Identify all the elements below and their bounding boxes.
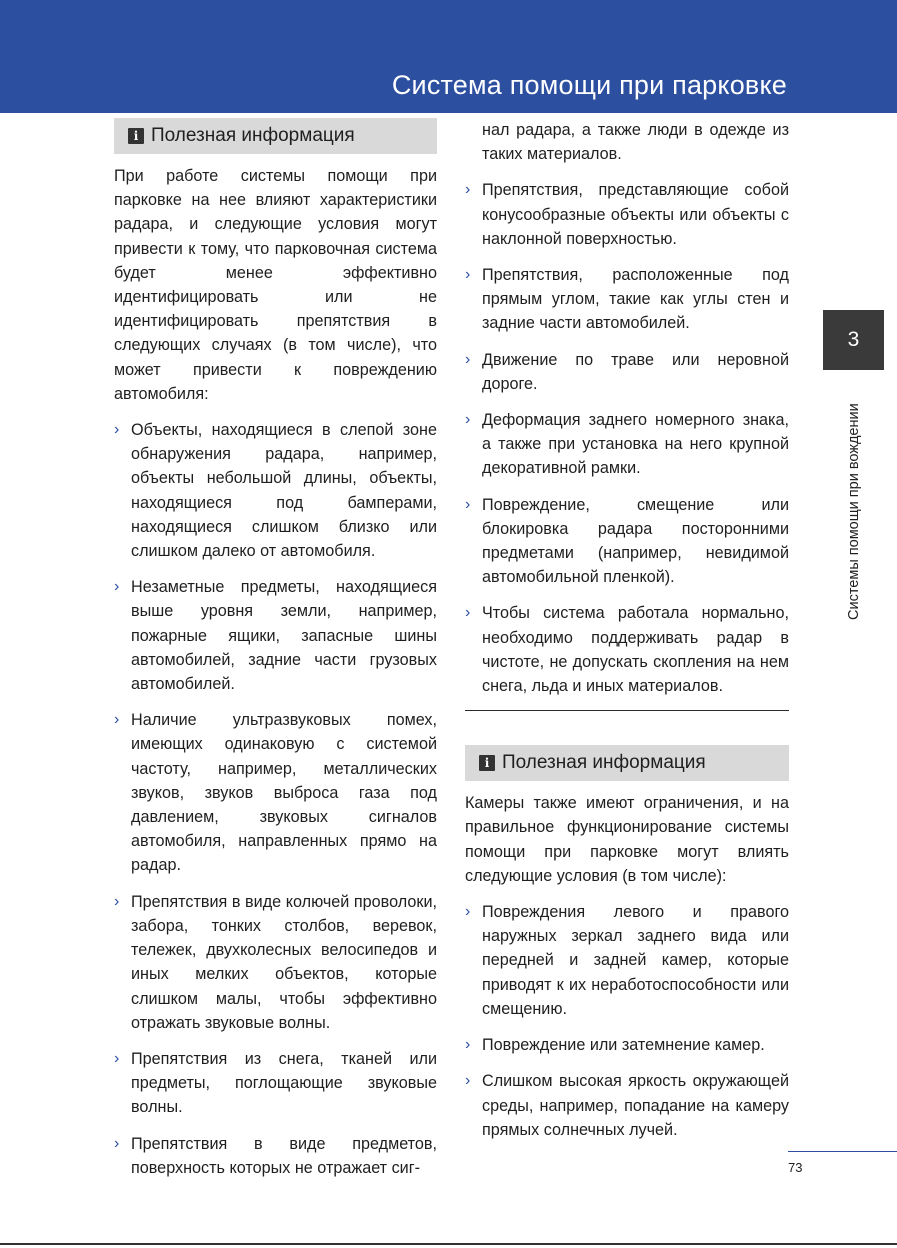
chevron-right-icon: › — [465, 1072, 471, 1090]
page-title: Система помощи при парковке — [391, 70, 787, 100]
list-item — [465, 348, 789, 396]
section-divider — [465, 710, 789, 711]
chevron-right-icon: › — [465, 1036, 471, 1054]
list-item-text: Препятствия, представляющие собой конусообразные объекты или объекты с наклонной поверхностью. — [482, 181, 789, 248]
list-item — [465, 601, 789, 698]
list-item-text: Незаметные предметы, находящиеся выше уровня земли, например, пожарные ящики, запасные шины автомобилей, задние части грузовых автомобилей. — [131, 578, 437, 694]
page-number: 73 — [788, 1160, 803, 1175]
bullet-list — [465, 900, 789, 1142]
info-intro-paragraph: При работе системы помощи при парковке на нее влияют характеристики радара, и следующие условия могут привести к тому, что парковочная система будет менее эффективно идентифицировать или не идентифицировать препятствия в следующих случаях (в том числе), что может привести к повреждению автомобиля: — [114, 167, 437, 403]
chapter-tab — [823, 310, 884, 370]
chevron-right-icon: › — [114, 892, 120, 910]
list-item-text: Чтобы система работала нормально, необходимо поддерживать радар в чистоте, не допускать скопления на нем снега, льда и иных материалов. — [482, 604, 789, 696]
right-column — [465, 118, 789, 1154]
list-item — [114, 418, 437, 563]
list-item-text: Препятствия в виде предметов, поверхность которых не отражает сиг- — [131, 1134, 437, 1177]
list-item-continuation — [465, 118, 789, 166]
chevron-right-icon: › — [465, 181, 471, 199]
list-item-text: Слишком высокая яркость окружающей среды, например, попадание на камеру прямых солнечных лучей. — [482, 1072, 789, 1139]
list-item-text: Повреждение, смещение или блокировка радара посторонними предметами (например, невидимой автомобильной пленкой). — [482, 495, 789, 587]
list-item-text: Препятствия в виде колючей проволоки, забора, тонких столбов, веревок, тележек, двухколесных велосипедов и иных мелких объектов, которые слишком малы, чтобы эффективно отражать звуковые волны. — [131, 892, 437, 1032]
chevron-right-icon: › — [465, 495, 471, 513]
page-header — [0, 0, 897, 113]
info-icon: i — [128, 128, 144, 144]
info-box-title: Полезная информация — [502, 752, 706, 774]
list-item — [114, 890, 437, 1035]
list-item-text: нал радара, а также люди в одежде из таких материалов. — [482, 121, 789, 164]
list-item — [465, 263, 789, 336]
info-box-header — [114, 118, 437, 154]
info-intro-paragraph: Камеры также имеют ограничения, и на правильное функционирование системы помощи при парковке могут влиять следующие условия (в том числе): — [465, 794, 789, 885]
list-item-text: Повреждения левого и правого наружных зеркал заднего вида или передней и задней камер, которые приводят к их неработоспособности или смещению. — [482, 903, 789, 1018]
list-item-text: Деформация заднего номерного знака, а также при установка на него крупной декоративной рамки. — [482, 411, 789, 478]
list-item — [465, 1033, 789, 1057]
chapter-title-vertical: Системы помощи при вождении — [846, 403, 862, 620]
left-column — [114, 118, 437, 1192]
chevron-right-icon: › — [465, 604, 471, 622]
chapter-number: 3 — [847, 328, 860, 351]
chevron-right-icon: › — [465, 350, 471, 368]
info-icon: i — [479, 755, 495, 771]
list-item — [114, 575, 437, 696]
chevron-right-icon: › — [114, 711, 120, 729]
list-item-text: Препятствия, расположенные под прямым углом, такие как углы стен и задние части автомобилей. — [482, 266, 789, 333]
chevron-right-icon: › — [114, 1134, 120, 1152]
chevron-right-icon: › — [465, 411, 471, 429]
footer-rule — [788, 1151, 897, 1152]
list-item-text: Объекты, находящиеся в слепой зоне обнаружения радара, например, объекты небольшой длины, объекты, находящиеся под бамперами, находящиеся слишком близко или слишком далеко от автомобиля. — [131, 421, 437, 561]
list-item — [465, 900, 789, 1021]
list-item-text: Движение по траве или неровной дороге. — [482, 350, 789, 393]
list-item — [465, 408, 789, 481]
list-item-text: Повреждение или затемнение камер. — [482, 1036, 765, 1055]
list-item — [114, 1047, 437, 1120]
list-item — [465, 493, 789, 590]
chevron-right-icon: › — [114, 578, 120, 596]
bullet-list — [114, 418, 437, 1180]
chevron-right-icon: › — [114, 421, 120, 439]
list-item — [114, 708, 437, 877]
info-box-header — [465, 745, 789, 781]
chevron-right-icon: › — [114, 1049, 120, 1067]
chevron-right-icon: › — [465, 903, 471, 921]
list-item — [465, 178, 789, 251]
list-item-text: Препятствия из снега, тканей или предметы, поглощающие звуковые волны. — [131, 1049, 437, 1117]
bullet-list — [465, 178, 789, 698]
list-item — [465, 1069, 789, 1142]
list-item — [114, 1132, 437, 1180]
list-item-text: Наличие ультразвуковых помех, имеющих одинаковую с системой частоту, например, металлических звуков, звуков выброса газа под давлением, звуковых сигналов автомобиля, направленных прямо на радар. — [131, 711, 437, 875]
bottom-border — [0, 1243, 897, 1245]
info-box-title: Полезная информация — [151, 125, 355, 146]
chevron-right-icon: › — [465, 266, 471, 284]
